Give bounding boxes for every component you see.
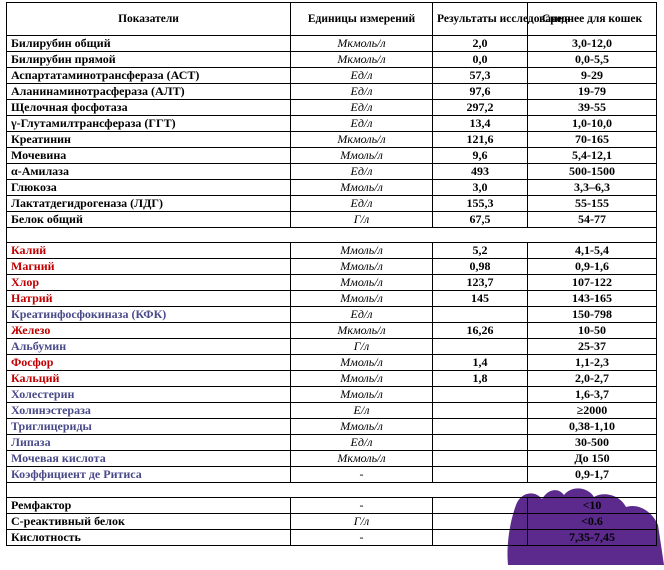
unit-cell: Ммоль/л (291, 259, 433, 275)
norm-cell: 25-37 (528, 339, 657, 355)
result-cell: 3,0 (433, 180, 528, 196)
norm-cell: 19-79 (528, 84, 657, 100)
result-cell: 145 (433, 291, 528, 307)
indicator-name: Липаза (7, 435, 291, 451)
indicator-name: Железо (7, 323, 291, 339)
indicator-name: Холестерин (7, 387, 291, 403)
blood-test-table (6, 2, 657, 546)
table-row (7, 403, 657, 419)
norm-cell: 2,0-2,7 (528, 371, 657, 387)
indicator-name: Билирубин общий (7, 36, 291, 52)
norm-cell: 0,0-5,5 (528, 52, 657, 68)
unit-cell: Ед/л (291, 307, 433, 323)
unit-cell: Ед/л (291, 435, 433, 451)
norm-cell: До 150 (528, 451, 657, 467)
table-row (7, 514, 657, 530)
table-row (7, 196, 657, 212)
indicator-name: Хлор (7, 275, 291, 291)
result-cell (433, 467, 528, 483)
result-cell (433, 498, 528, 514)
norm-cell: ≥2000 (528, 403, 657, 419)
norm-cell: 9-29 (528, 68, 657, 84)
norm-cell: 54-77 (528, 212, 657, 228)
table-row (7, 339, 657, 355)
result-cell (433, 514, 528, 530)
unit-cell: Ммоль/л (291, 180, 433, 196)
unit-cell: Г/л (291, 212, 433, 228)
table-row (7, 451, 657, 467)
result-cell (433, 451, 528, 467)
table-row (7, 180, 657, 196)
indicator-name: Кальций (7, 371, 291, 387)
indicator-name: Магний (7, 259, 291, 275)
unit-cell: Мкмоль/л (291, 52, 433, 68)
unit-cell: Ммоль/л (291, 419, 433, 435)
table-row (7, 116, 657, 132)
table-row (7, 387, 657, 403)
unit-cell: Мкмоль/л (291, 36, 433, 52)
indicator-name: Ремфактор (7, 498, 291, 514)
indicator-name: Креатинфосфокиназа (КФК) (7, 307, 291, 323)
result-cell (433, 530, 528, 546)
result-cell: 1,4 (433, 355, 528, 371)
unit-cell: Ммоль/л (291, 243, 433, 259)
norm-cell: 1,1-2,3 (528, 355, 657, 371)
table-row (7, 132, 657, 148)
norm-cell: 39-55 (528, 100, 657, 116)
unit-cell: Ед/л (291, 196, 433, 212)
result-cell: 297,2 (433, 100, 528, 116)
norm-cell: 3,3–6,3 (528, 180, 657, 196)
indicator-name: Аспартатаминотрансфераза (АСТ) (7, 68, 291, 84)
table-row (7, 498, 657, 514)
result-cell: 13,4 (433, 116, 528, 132)
table-row (7, 419, 657, 435)
result-cell (433, 435, 528, 451)
table-row (7, 84, 657, 100)
unit-cell: Мкмоль/л (291, 132, 433, 148)
norm-cell: 5,4-12,1 (528, 148, 657, 164)
unit-cell: Мкмоль/л (291, 451, 433, 467)
indicator-name: С-реактивный белок (7, 514, 291, 530)
table-row (7, 243, 657, 259)
result-cell: 5,2 (433, 243, 528, 259)
indicator-name: Билирубин прямой (7, 52, 291, 68)
norm-cell: 7,35-7,45 (528, 530, 657, 546)
norm-cell: 70-165 (528, 132, 657, 148)
indicator-name: α-Амилаза (7, 164, 291, 180)
header-result: Результаты исследования (433, 3, 528, 36)
unit-cell: Ед/л (291, 100, 433, 116)
norm-cell: 10-50 (528, 323, 657, 339)
result-cell (433, 419, 528, 435)
result-cell (433, 387, 528, 403)
norm-cell: 0,9-1,7 (528, 467, 657, 483)
unit-cell: - (291, 498, 433, 514)
norm-cell: 143-165 (528, 291, 657, 307)
norm-cell: 4,1-5,4 (528, 243, 657, 259)
header-unit: Единицы измерений (291, 3, 433, 36)
table-row (7, 371, 657, 387)
table-row (7, 355, 657, 371)
norm-cell: 0,9-1,6 (528, 259, 657, 275)
result-cell: 0,0 (433, 52, 528, 68)
indicator-name: Натрий (7, 291, 291, 307)
table-row (7, 148, 657, 164)
result-cell: 16,26 (433, 323, 528, 339)
result-cell: 9,6 (433, 148, 528, 164)
unit-cell: Ммоль/л (291, 148, 433, 164)
unit-cell: - (291, 467, 433, 483)
unit-cell: Г/л (291, 339, 433, 355)
table-row (7, 100, 657, 116)
indicator-name: Мочевина (7, 148, 291, 164)
norm-cell: 1,0-10,0 (528, 116, 657, 132)
indicator-name: Лактатдегидрогеназа (ЛДГ) (7, 196, 291, 212)
norm-cell: 500-1500 (528, 164, 657, 180)
indicator-name: Белок общий (7, 212, 291, 228)
result-cell (433, 339, 528, 355)
unit-cell: Мкмоль/л (291, 323, 433, 339)
table-row (7, 259, 657, 275)
unit-cell: Ммоль/л (291, 275, 433, 291)
unit-cell: Ед/л (291, 164, 433, 180)
norm-cell: 30-500 (528, 435, 657, 451)
unit-cell: Ед/л (291, 116, 433, 132)
indicator-name: Креатинин (7, 132, 291, 148)
result-cell: 0,98 (433, 259, 528, 275)
header-name: Показатели (7, 3, 291, 36)
norm-cell: 3,0-12,0 (528, 36, 657, 52)
result-cell: 121,6 (433, 132, 528, 148)
result-cell: 1,8 (433, 371, 528, 387)
indicator-name: Глюкоза (7, 180, 291, 196)
table-row (7, 307, 657, 323)
table-row (7, 467, 657, 483)
unit-cell: Ед/л (291, 84, 433, 100)
table-row (7, 530, 657, 546)
norm-cell: 55-155 (528, 196, 657, 212)
result-cell (433, 307, 528, 323)
indicator-name: Мочевая кислота (7, 451, 291, 467)
result-cell: 123,7 (433, 275, 528, 291)
indicator-name: γ-Глутамилтрансфераза (ГГТ) (7, 116, 291, 132)
table-row (7, 164, 657, 180)
table-row (7, 212, 657, 228)
table-row (7, 275, 657, 291)
table-row (7, 68, 657, 84)
spacer-row (7, 228, 657, 243)
result-cell: 67,5 (433, 212, 528, 228)
indicator-name: Калий (7, 243, 291, 259)
header-norm: Среднее для кошек (528, 3, 657, 36)
norm-cell: 1,6-3,7 (528, 387, 657, 403)
table-row (7, 435, 657, 451)
table-row (7, 323, 657, 339)
norm-cell: 150-798 (528, 307, 657, 323)
indicator-name: Аланинаминотрасфераза (АЛТ) (7, 84, 291, 100)
indicator-name: Фосфор (7, 355, 291, 371)
indicator-name: Кислотность (7, 530, 291, 546)
unit-cell: Ммоль/л (291, 387, 433, 403)
result-cell: 493 (433, 164, 528, 180)
table-header-row (7, 3, 657, 36)
norm-cell: 0,38-1,10 (528, 419, 657, 435)
result-cell: 155,3 (433, 196, 528, 212)
unit-cell: Е/л (291, 403, 433, 419)
indicator-name: Триглицериды (7, 419, 291, 435)
result-cell: 57,3 (433, 68, 528, 84)
unit-cell: Ммоль/л (291, 355, 433, 371)
norm-cell: <0.6 (528, 514, 657, 530)
table-row (7, 291, 657, 307)
indicator-name: Холинэстераза (7, 403, 291, 419)
unit-cell: Г/л (291, 514, 433, 530)
result-cell: 97,6 (433, 84, 528, 100)
indicator-name: Щелочная фосфотаза (7, 100, 291, 116)
norm-cell: <10 (528, 498, 657, 514)
spacer-row (7, 483, 657, 498)
unit-cell: Ед/л (291, 68, 433, 84)
table-row (7, 36, 657, 52)
indicator-name: Альбумин (7, 339, 291, 355)
indicator-name: Коэффициент де Ритиса (7, 467, 291, 483)
unit-cell: Ммоль/л (291, 371, 433, 387)
result-cell (433, 403, 528, 419)
norm-cell: 107-122 (528, 275, 657, 291)
result-cell: 2,0 (433, 36, 528, 52)
unit-cell: Ммоль/л (291, 291, 433, 307)
table-row (7, 52, 657, 68)
unit-cell: - (291, 530, 433, 546)
